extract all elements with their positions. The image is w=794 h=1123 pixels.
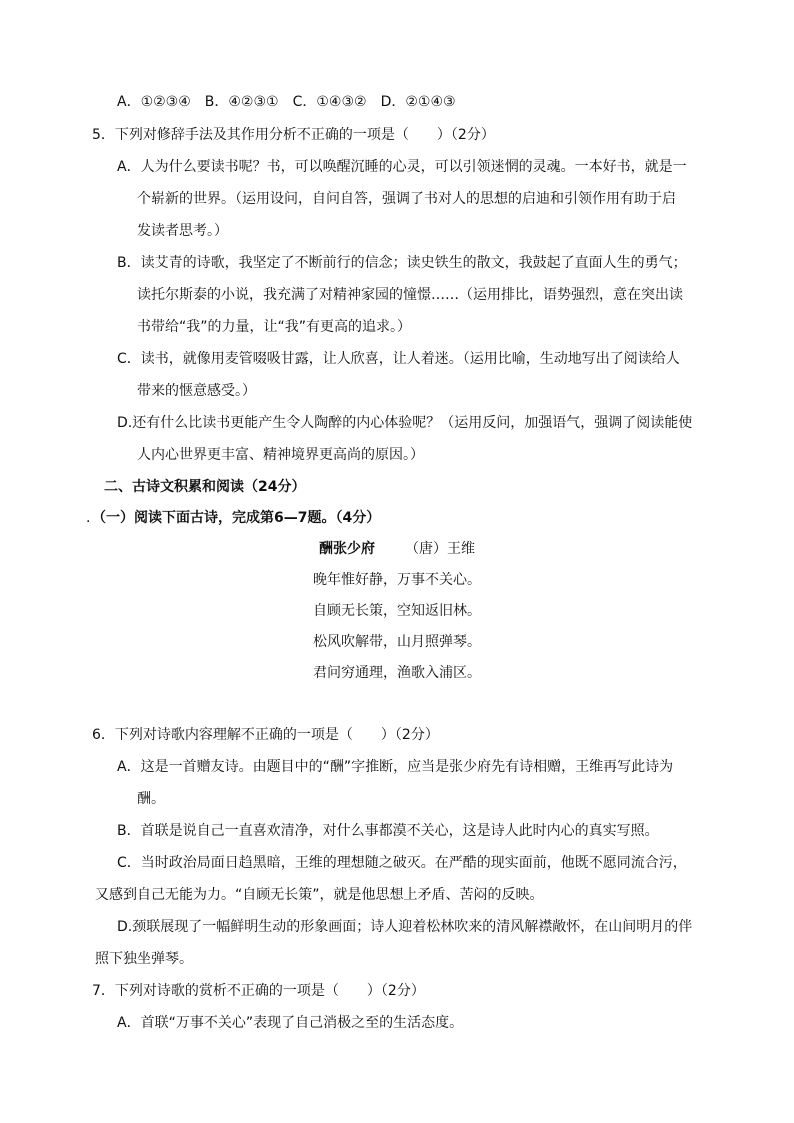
poem-author: （唐）王维 (405, 541, 475, 557)
q7-option-a-line1: A．首联“万事不关心”表现了自己消极之至的生活态度。 (117, 1015, 464, 1031)
q5-option-c-line2: 带来的惬意感受。） (137, 383, 256, 399)
section2-sub1: （一）阅读下面古诗，完成第6—7题。（4分） (92, 510, 381, 526)
q5-option-b-line3: 书带给“我”的力量，让“我”有更高的追求。） (137, 319, 412, 335)
section2-title: 二、古诗文积累和阅读（24分） (104, 479, 306, 495)
q5-stem: 5．下列对修辞手法及其作用分析不正确的一项是（ ）（2分） (92, 127, 495, 143)
q6-option-c-line1: C．当时政治局面日趋黑暗，王维的理想随之破灭。在严酷的现实面前，他既不愿同流合污， (117, 855, 687, 871)
q7-stem: 7．下列对诗歌的赏析不正确的一项是（ ）（2分） (92, 983, 425, 999)
poem-line-2: 自顾无长策，空知返旧林。 (313, 603, 481, 619)
q5-option-a-line2: 个崭新的世界。（运用设问，自问自答，强调了书对人的思想的启迪和引领作用有助于启 (137, 191, 676, 207)
q5-option-b-line2: 读托尔斯泰的小说，我充满了对精神家园的憧憬……（运用排比，语势强烈，意在突出读 (137, 287, 683, 303)
q6-option-c-line2: 又感到自己无能为力。“自顾无长策”，就是他思想上矛盾、苦闷的反映。 (95, 887, 544, 903)
poem-title: 酬张少府 (319, 541, 375, 557)
poem-heading (0, 539, 794, 559)
q6-option-d-line2: 照下独坐弹琴。 (95, 951, 193, 967)
q6-option-d-line1: D.颈联展现了一幅鲜明生动的形象画面；诗人迎着松林吹来的清风解襟敞怀，在山间明月的伴 (117, 919, 693, 935)
q6-option-a-line1: A．这是一首赠友诗。由题目中的“酬”字推断，应当是张少府先有诗相赠，王维再写此诗为 (117, 759, 674, 775)
q5-option-a-line1: A．人为什么要读书呢？书，可以唤醒沉睡的心灵，可以引领迷惘的灵魂。一本好书，就是一 (117, 159, 687, 175)
q6-option-b-line1: B．首联是说自己一直喜欢清净，对什么事都漠不关心，这是诗人此时内心的真实写照。 (117, 823, 659, 839)
q5-option-a-line3: 发读者思考。） (137, 223, 228, 239)
q5-option-c-line1: C．读书，就像用麦管啜吸甘露，让人欣喜，让人着迷。（运用比喻，生动地写出了阅读给人 (117, 351, 680, 367)
q5-option-d-line2: 人内心世界更丰富、精神境界更高尚的原因。） (137, 447, 424, 463)
q5-option-b-line1: B．读艾青的诗歌，我坚定了不断前行的信念；读史铁生的散文，我鼓起了直面人生的勇气； (117, 255, 687, 271)
q5-option-d-line1: D.还有什么比读书更能产生令人陶醉的内心体验呢？（运用反问，加强语气，强调了阅读能使 (117, 415, 693, 431)
poem-line-4: 君问穷通理，渔歌入浦区。 (313, 665, 481, 681)
q4-options: A．①②③④ B．④②③① C．①④③② D．②①④③ (117, 94, 456, 110)
q6-option-a-line2: 酬。 (137, 791, 165, 807)
section2-lead-dot: . (86, 510, 91, 526)
q6-stem: 6．下列对诗歌内容理解不正确的一项是（ ）（2分） (92, 727, 439, 743)
poem-line-1: 晚年惟好静，万事不关心。 (313, 572, 481, 588)
poem-line-3: 松风吹解带，山月照弹琴。 (313, 634, 481, 650)
